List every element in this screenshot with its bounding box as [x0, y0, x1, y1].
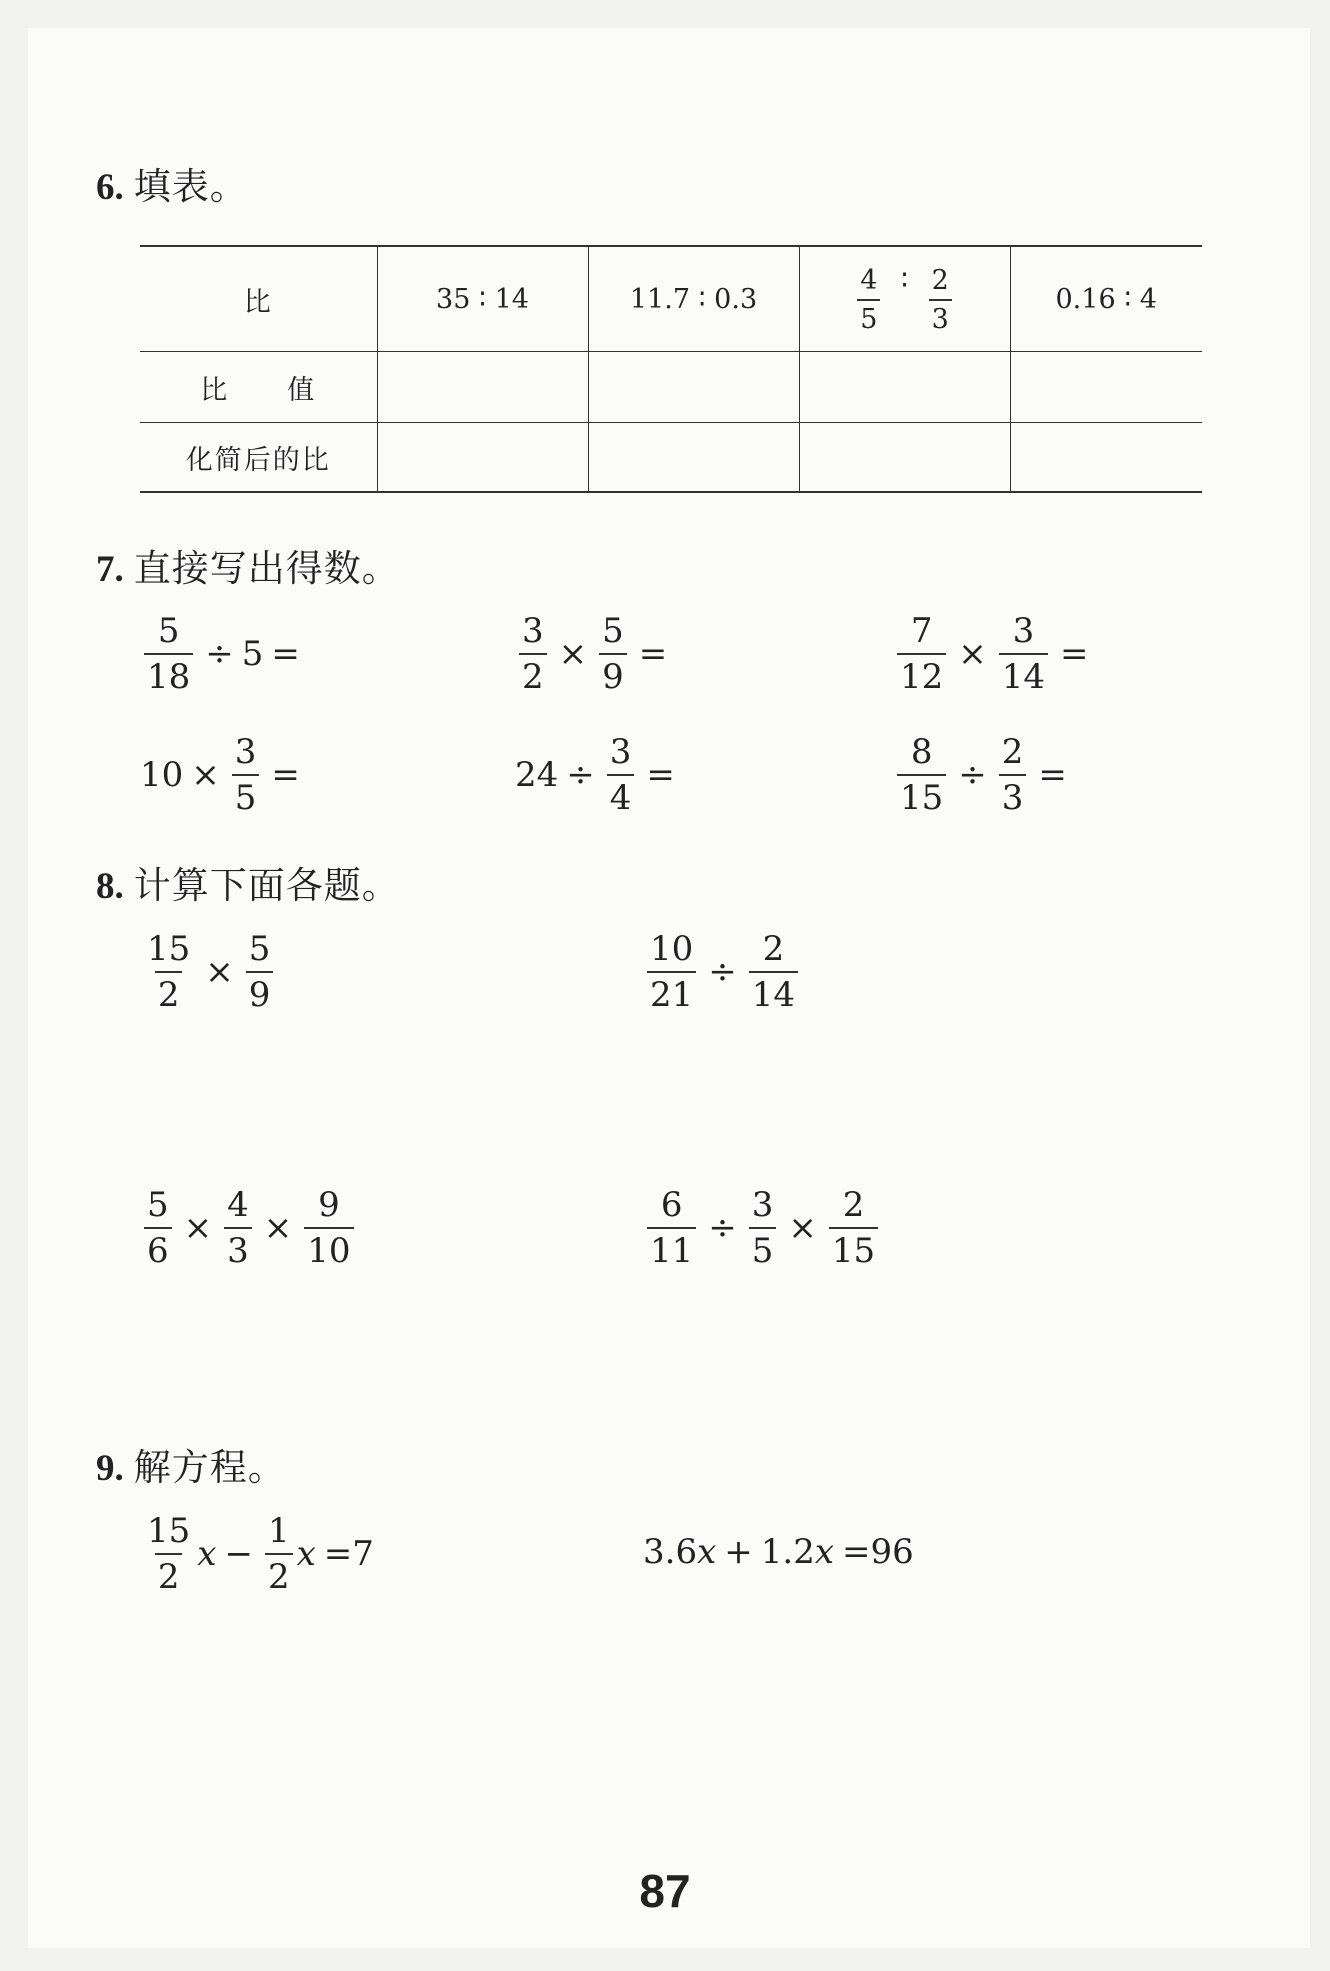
row-label-ratio: 比 — [140, 246, 377, 352]
ratio-table — [140, 245, 1202, 493]
q8-title: 计算下面各题。 — [133, 864, 400, 907]
answer-cell[interactable] — [588, 423, 799, 493]
q9-title: 解方程。 — [133, 1446, 286, 1489]
q8-item-3: $\frac{5}{6}$ × $\frac{4}{3}$ × $\frac{9}{10}$ — [140, 1188, 358, 1268]
answer-cell[interactable] — [377, 352, 588, 423]
answer-cell[interactable] — [1010, 352, 1202, 423]
q7-item-1: $\frac{5}{18}$ ÷ 5 = — [140, 614, 308, 694]
table-row-ratio — [140, 246, 1202, 352]
q8-item-2: $\frac{10}{21}$ ÷ $\frac{2}{14}$ — [643, 932, 802, 1012]
q7-item-5: 24 ÷ $\frac{3}{4}$ = — [515, 732, 675, 818]
table-row-value — [140, 352, 1202, 423]
answer-cell[interactable] — [1010, 423, 1202, 493]
row-label-value: 比 值 — [140, 352, 377, 423]
answer-cell[interactable] — [799, 423, 1010, 493]
q7-heading — [96, 538, 400, 592]
page-number: 87 — [639, 1865, 691, 1917]
q9-equation-2: 3.6 x + 1.2 x =96 — [643, 1532, 914, 1572]
row-label-simplified: 化简后的比 — [140, 423, 377, 493]
ratio-separator: ∶ — [900, 265, 909, 296]
ratio-cell-1: 35 ∶ 14 — [377, 246, 588, 352]
q9-heading — [96, 1437, 286, 1491]
table-row-simplified — [140, 423, 1202, 493]
q9-number: 9. — [96, 1448, 124, 1489]
ratio-cell-2: 11.7 ∶ 0.3 — [588, 246, 799, 352]
answer-cell[interactable] — [799, 352, 1010, 423]
q7-item-3: $\frac{7}{12}$ × $\frac{3}{14}$ = — [893, 614, 1097, 694]
ratio-cell-3 — [799, 246, 1010, 352]
q7-number: 7. — [96, 549, 124, 590]
ratio-fraction-left: $\frac{4}{5}$ — [857, 267, 880, 333]
q7-item-4: 10 × $\frac{3}{5}$ = — [140, 732, 300, 818]
q7-item-6: $\frac{8}{15}$ ÷ $\frac{2}{3}$ = — [893, 735, 1075, 815]
q6-heading — [96, 156, 248, 210]
q6-number: 6. — [96, 167, 124, 208]
ratio-cell-4: 0.16 ∶ 4 — [1010, 246, 1202, 352]
q8-number: 8. — [96, 866, 124, 907]
answer-cell[interactable] — [588, 352, 799, 423]
ratio-fraction-right: $\frac{2}{3}$ — [929, 267, 952, 333]
q6-title: 填表。 — [133, 165, 248, 208]
q8-item-4: $\frac{6}{11}$ ÷ $\frac{3}{5}$ × $\frac{2}{15}$ — [643, 1188, 882, 1268]
q9-equation-1: $\frac{15}{2}$ x − $\frac{1}{2}$ x =7 — [147, 1511, 374, 1597]
q7-title: 直接写出得数。 — [133, 547, 400, 590]
answer-cell[interactable] — [377, 423, 588, 493]
q8-heading — [96, 855, 400, 909]
q7-item-2: $\frac{3}{2}$ × $\frac{5}{9}$ = — [515, 614, 675, 694]
q8-item-1: $\frac{15}{2}$ × $\frac{5}{9}$ — [140, 932, 277, 1012]
